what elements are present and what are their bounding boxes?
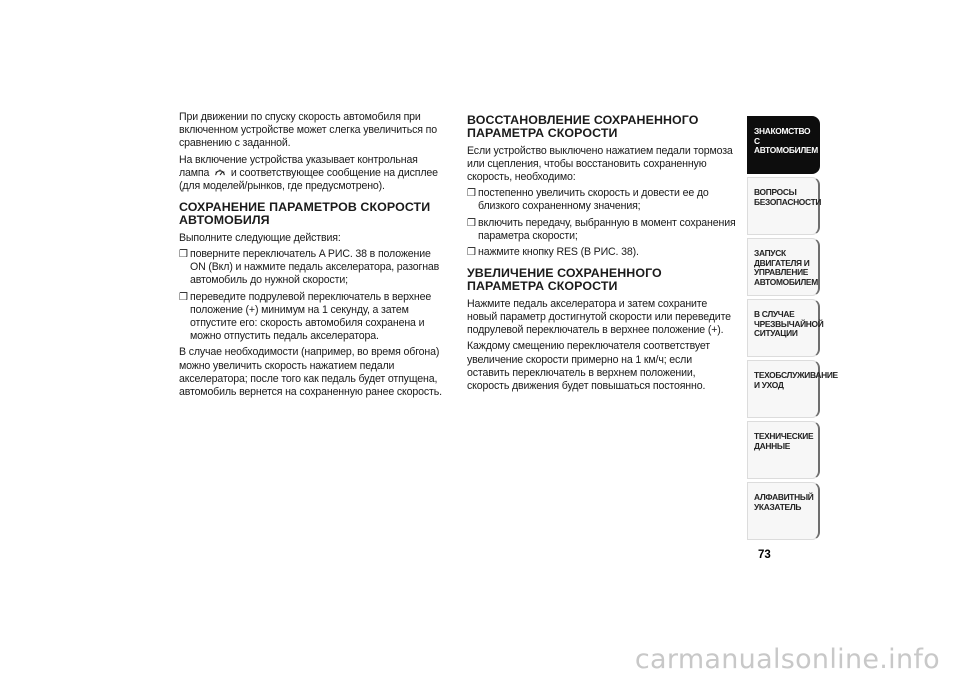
section-heading: СОХРАНЕНИЕ ПАРАМЕТРОВ СКОРОСТИ АВТОМОБИЛЯ <box>179 200 431 228</box>
paragraph: При движении по спуску скорость автомобиля при включенном устройстве может слегка увеличиться по сравнению с заданной. <box>179 111 437 150</box>
chapter-tabs <box>747 116 838 543</box>
list-item-text: переведите подрулевой переключатель в верхнее положение (+) минимум на 1 секунду, а затем отпустите его: скорость автомобиля сохранена и можно отпустить педаль акселератора. <box>190 290 432 343</box>
tab-label: АВТОМОБИЛЕМ <box>754 145 818 156</box>
bullet-list <box>467 187 737 259</box>
checkbox-bullet-icon: ❒ <box>467 247 476 259</box>
right-column <box>467 111 737 396</box>
list-item <box>179 248 447 288</box>
tab-label: И УХОД <box>754 379 784 390</box>
tab-label: ЗАПУСК ДВИГАТЕЛЯ И <box>754 248 810 268</box>
list-item-text: поверните переключатель A РИС. 38 в положение ON (Вкл) и нажмите педаль акселератора, разогнав автомобиль до нужной скорости; <box>190 248 440 287</box>
tab-label: ДАННЫЕ <box>754 440 791 451</box>
paragraph-text: и соответствующее сообщение на дисплее (для моделей/рынков, где предусмотрено). <box>179 166 438 193</box>
page-number: 73 <box>758 549 771 561</box>
paragraph: Нажмите педаль акселератора и затем сохраните новый параметр достигнутой скорости или переведите подрулевой переключатель в верхнее положение (+). <box>467 297 731 337</box>
paragraph-text: На включение устройства указывает контрольная лампа <box>179 153 418 179</box>
tab-label: СИТУАЦИИ <box>754 328 798 339</box>
watermark: carmanualsonline.info <box>634 644 940 675</box>
checkbox-bullet-icon: ❒ <box>179 291 188 303</box>
checkbox-bullet-icon: ❒ <box>467 217 476 229</box>
tab-label: ЧРЕЗВЫЧАЙНОЙ <box>754 318 824 329</box>
paragraph <box>179 154 447 194</box>
left-column <box>179 111 447 402</box>
tab-maintenance[interactable] <box>747 360 838 418</box>
tab-label: В СЛУЧАЕ <box>754 309 795 319</box>
list-item-text: включить передачу, выбранную в момент сохранения параметра скорости; <box>478 216 736 242</box>
list-item <box>467 217 737 243</box>
tab-label: АЛФАВИТНЫЙ <box>754 492 814 502</box>
tab-label: ТЕХОБСЛУЖИВАНИЕ <box>754 370 838 380</box>
list-item <box>467 187 737 213</box>
paragraph: Выполните следующие действия: <box>179 231 341 244</box>
bullet-list <box>179 248 447 343</box>
section-heading: ВОССТАНОВЛЕНИЕ СОХРАНЕННОГО ПАРАМЕТРА СКОРОСТИ <box>467 113 699 140</box>
tab-label: БЕЗОПАСНОСТИ <box>754 196 822 207</box>
tab-starting-driving[interactable] <box>747 238 820 296</box>
list-item <box>467 246 737 259</box>
tab-index[interactable] <box>747 482 820 540</box>
tab-label: ТЕХНИЧЕСКИЕ <box>754 431 814 441</box>
tab-safety[interactable] <box>747 177 820 235</box>
tab-technical-data[interactable] <box>747 421 820 479</box>
section-heading: УВЕЛИЧЕНИЕ СОХРАНЕННОГО ПАРАМЕТРА СКОРОСТИ <box>467 266 662 294</box>
checkbox-bullet-icon: ❒ <box>467 188 476 200</box>
list-item-text: нажмите кнопку RES (В РИС. 38). <box>478 246 639 259</box>
paragraph: Если устройство выключено нажатием педали тормоза или сцепления, чтобы восстановить сохраненную скорость, необходимо: <box>467 144 733 183</box>
tab-label: УКАЗАТЕЛЬ <box>754 501 802 512</box>
paragraph: В случае необходимости (например, во время обгона) можно увеличить скорость нажатием педали акселератора; после того как педаль будет отпущена, автомобиль вернется на сохраненную ранее скорость. <box>179 346 442 399</box>
tab-introduction[interactable] <box>747 116 820 174</box>
cruise-control-lamp-icon <box>214 168 226 177</box>
tab-label: ЗНАКОМСТВО С <box>754 126 811 146</box>
checkbox-bullet-icon: ❒ <box>179 249 188 261</box>
tab-label: УПРАВЛЕНИЕ <box>754 267 809 278</box>
paragraph: Каждому смещению переключателя соответствует увеличение скорости примерно на 1 км/ч; если оставить переключатель в верхнем положении, скорость движения будет повышаться постоянно. <box>467 340 710 393</box>
tab-label: АВТОМОБИЛЕМ <box>754 276 818 287</box>
tab-emergency[interactable] <box>747 299 824 357</box>
list-item-text: постепенно увеличить скорость и довести ее до близкого сохраненному значения; <box>478 187 709 213</box>
tab-label: ВОПРОСЫ <box>754 187 797 197</box>
list-item <box>179 291 447 344</box>
